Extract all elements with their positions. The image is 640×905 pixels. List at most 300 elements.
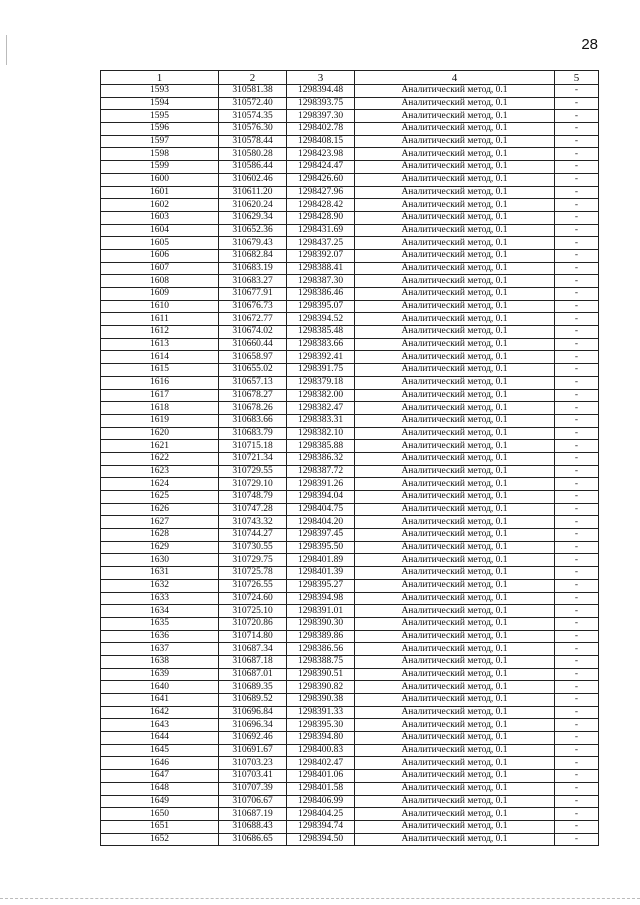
y-coordinate-cell: 1298394.50	[287, 833, 355, 846]
note-cell: -	[555, 237, 599, 250]
note-cell: -	[555, 97, 599, 110]
table-row	[101, 630, 599, 643]
x-coordinate-cell: 310706.67	[219, 795, 287, 808]
table-row	[101, 681, 599, 694]
note-cell: -	[555, 211, 599, 224]
point-number-cell: 1603	[101, 211, 219, 224]
point-number-cell: 1593	[101, 85, 219, 98]
x-coordinate-cell: 310696.34	[219, 719, 287, 732]
y-coordinate-cell: 1298395.07	[287, 300, 355, 313]
coordinates-table	[100, 70, 599, 846]
x-coordinate-cell: 310572.40	[219, 97, 287, 110]
y-coordinate-cell: 1298428.90	[287, 211, 355, 224]
y-coordinate-cell: 1298390.51	[287, 668, 355, 681]
table-row	[101, 427, 599, 440]
method-cell: Аналитический метод, 0.1	[355, 275, 555, 288]
point-number-cell: 1652	[101, 833, 219, 846]
method-cell: Аналитический метод, 0.1	[355, 744, 555, 757]
point-number-cell: 1635	[101, 617, 219, 630]
point-number-cell: 1616	[101, 376, 219, 389]
method-cell: Аналитический метод, 0.1	[355, 617, 555, 630]
y-coordinate-cell: 1298395.50	[287, 541, 355, 554]
y-coordinate-cell: 1298404.20	[287, 516, 355, 529]
table-row	[101, 262, 599, 275]
note-cell: -	[555, 516, 599, 529]
x-coordinate-cell: 310747.28	[219, 503, 287, 516]
method-cell: Аналитический метод, 0.1	[355, 389, 555, 402]
point-number-cell: 1613	[101, 338, 219, 351]
method-cell: Аналитический метод, 0.1	[355, 719, 555, 732]
method-cell: Аналитический метод, 0.1	[355, 681, 555, 694]
x-coordinate-cell: 310683.19	[219, 262, 287, 275]
method-cell: Аналитический метод, 0.1	[355, 668, 555, 681]
table-row	[101, 211, 599, 224]
note-cell: -	[555, 161, 599, 174]
table-row	[101, 732, 599, 745]
note-cell: -	[555, 135, 599, 148]
point-number-cell: 1611	[101, 313, 219, 326]
note-cell: -	[555, 668, 599, 681]
y-coordinate-cell: 1298394.74	[287, 820, 355, 833]
column-header-5: 5	[555, 71, 599, 85]
table-row	[101, 148, 599, 161]
x-coordinate-cell: 310721.34	[219, 452, 287, 465]
table-row	[101, 313, 599, 326]
point-number-cell: 1617	[101, 389, 219, 402]
table-row	[101, 795, 599, 808]
x-coordinate-cell: 310726.55	[219, 579, 287, 592]
x-coordinate-cell: 310687.19	[219, 808, 287, 821]
method-cell: Аналитический метод, 0.1	[355, 554, 555, 567]
point-number-cell: 1602	[101, 199, 219, 212]
method-cell: Аналитический метод, 0.1	[355, 655, 555, 668]
note-cell: -	[555, 820, 599, 833]
method-cell: Аналитический метод, 0.1	[355, 732, 555, 745]
x-coordinate-cell: 310688.43	[219, 820, 287, 833]
x-coordinate-cell: 310729.10	[219, 478, 287, 491]
point-number-cell: 1644	[101, 732, 219, 745]
y-coordinate-cell: 1298391.26	[287, 478, 355, 491]
y-coordinate-cell: 1298394.98	[287, 592, 355, 605]
x-coordinate-cell: 310703.23	[219, 757, 287, 770]
method-cell: Аналитический метод, 0.1	[355, 351, 555, 364]
y-coordinate-cell: 1298388.75	[287, 655, 355, 668]
table-row	[101, 820, 599, 833]
point-number-cell: 1632	[101, 579, 219, 592]
note-cell: -	[555, 414, 599, 427]
y-coordinate-cell: 1298382.00	[287, 389, 355, 402]
method-cell: Аналитический метод, 0.1	[355, 85, 555, 98]
y-coordinate-cell: 1298401.39	[287, 567, 355, 580]
column-header-4: 4	[355, 71, 555, 85]
x-coordinate-cell: 310683.79	[219, 427, 287, 440]
note-cell: -	[555, 732, 599, 745]
point-number-cell: 1630	[101, 554, 219, 567]
point-number-cell: 1594	[101, 97, 219, 110]
table-row	[101, 351, 599, 364]
y-coordinate-cell: 1298382.47	[287, 402, 355, 415]
table-row	[101, 541, 599, 554]
y-coordinate-cell: 1298379.18	[287, 376, 355, 389]
note-cell: -	[555, 782, 599, 795]
x-coordinate-cell: 310657.13	[219, 376, 287, 389]
y-coordinate-cell: 1298383.31	[287, 414, 355, 427]
note-cell: -	[555, 719, 599, 732]
note-cell: -	[555, 148, 599, 161]
table-row	[101, 338, 599, 351]
method-cell: Аналитический метод, 0.1	[355, 288, 555, 301]
method-cell: Аналитический метод, 0.1	[355, 123, 555, 136]
y-coordinate-cell: 1298394.52	[287, 313, 355, 326]
x-coordinate-cell: 310678.27	[219, 389, 287, 402]
point-number-cell: 1605	[101, 237, 219, 250]
y-coordinate-cell: 1298391.33	[287, 706, 355, 719]
note-cell: -	[555, 173, 599, 186]
x-coordinate-cell: 310678.26	[219, 402, 287, 415]
table-row	[101, 808, 599, 821]
x-coordinate-cell: 310683.66	[219, 414, 287, 427]
table-row	[101, 579, 599, 592]
table-row	[101, 300, 599, 313]
method-cell: Аналитический метод, 0.1	[355, 173, 555, 186]
note-cell: -	[555, 833, 599, 846]
note-cell: -	[555, 300, 599, 313]
table-row	[101, 249, 599, 262]
y-coordinate-cell: 1298395.30	[287, 719, 355, 732]
bottom-scan-edge	[0, 898, 640, 899]
x-coordinate-cell: 310691.67	[219, 744, 287, 757]
point-number-cell: 1610	[101, 300, 219, 313]
point-number-cell: 1626	[101, 503, 219, 516]
note-cell: -	[555, 503, 599, 516]
x-coordinate-cell: 310674.02	[219, 326, 287, 339]
table-row	[101, 744, 599, 757]
x-coordinate-cell: 310724.60	[219, 592, 287, 605]
point-number-cell: 1604	[101, 224, 219, 237]
x-coordinate-cell: 310679.43	[219, 237, 287, 250]
method-cell: Аналитический метод, 0.1	[355, 97, 555, 110]
note-cell: -	[555, 643, 599, 656]
table-row	[101, 173, 599, 186]
point-number-cell: 1629	[101, 541, 219, 554]
table-row	[101, 364, 599, 377]
note-cell: -	[555, 567, 599, 580]
y-coordinate-cell: 1298404.75	[287, 503, 355, 516]
y-coordinate-cell: 1298389.86	[287, 630, 355, 643]
table-row	[101, 465, 599, 478]
y-coordinate-cell: 1298397.30	[287, 110, 355, 123]
x-coordinate-cell: 310744.27	[219, 529, 287, 542]
note-cell: -	[555, 491, 599, 504]
x-coordinate-cell: 310611.20	[219, 186, 287, 199]
table-row	[101, 414, 599, 427]
point-number-cell: 1649	[101, 795, 219, 808]
point-number-cell: 1612	[101, 326, 219, 339]
x-coordinate-cell: 310629.34	[219, 211, 287, 224]
y-coordinate-cell: 1298385.48	[287, 326, 355, 339]
point-number-cell: 1634	[101, 605, 219, 618]
x-coordinate-cell: 310677.91	[219, 288, 287, 301]
point-number-cell: 1640	[101, 681, 219, 694]
point-number-cell: 1609	[101, 288, 219, 301]
y-coordinate-cell: 1298428.42	[287, 199, 355, 212]
note-cell: -	[555, 249, 599, 262]
y-coordinate-cell: 1298427.96	[287, 186, 355, 199]
margin-mark	[6, 35, 7, 65]
table-row	[101, 833, 599, 846]
note-cell: -	[555, 808, 599, 821]
table-row	[101, 782, 599, 795]
table-row	[101, 643, 599, 656]
note-cell: -	[555, 402, 599, 415]
method-cell: Аналитический метод, 0.1	[355, 605, 555, 618]
y-coordinate-cell: 1298423.98	[287, 148, 355, 161]
x-coordinate-cell: 310748.79	[219, 491, 287, 504]
table-row	[101, 655, 599, 668]
y-coordinate-cell: 1298431.69	[287, 224, 355, 237]
method-cell: Аналитический метод, 0.1	[355, 364, 555, 377]
x-coordinate-cell: 310574.35	[219, 110, 287, 123]
y-coordinate-cell: 1298406.99	[287, 795, 355, 808]
point-number-cell: 1627	[101, 516, 219, 529]
y-coordinate-cell: 1298390.30	[287, 617, 355, 630]
method-cell: Аналитический метод, 0.1	[355, 503, 555, 516]
y-coordinate-cell: 1298394.80	[287, 732, 355, 745]
point-number-cell: 1651	[101, 820, 219, 833]
method-cell: Аналитический метод, 0.1	[355, 211, 555, 224]
note-cell: -	[555, 757, 599, 770]
note-cell: -	[555, 275, 599, 288]
y-coordinate-cell: 1298385.88	[287, 440, 355, 453]
note-cell: -	[555, 452, 599, 465]
y-coordinate-cell: 1298392.41	[287, 351, 355, 364]
table-row	[101, 554, 599, 567]
y-coordinate-cell: 1298397.45	[287, 529, 355, 542]
y-coordinate-cell: 1298387.72	[287, 465, 355, 478]
note-cell: -	[555, 706, 599, 719]
note-cell: -	[555, 744, 599, 757]
table-row	[101, 275, 599, 288]
y-coordinate-cell: 1298383.66	[287, 338, 355, 351]
y-coordinate-cell: 1298392.07	[287, 249, 355, 262]
point-number-cell: 1619	[101, 414, 219, 427]
table-row	[101, 186, 599, 199]
table-row	[101, 770, 599, 783]
x-coordinate-cell: 310715.18	[219, 440, 287, 453]
table-row	[101, 326, 599, 339]
method-cell: Аналитический метод, 0.1	[355, 757, 555, 770]
method-cell: Аналитический метод, 0.1	[355, 338, 555, 351]
y-coordinate-cell: 1298390.38	[287, 694, 355, 707]
table-row	[101, 224, 599, 237]
table-row	[101, 123, 599, 136]
note-cell: -	[555, 288, 599, 301]
x-coordinate-cell: 310655.02	[219, 364, 287, 377]
method-cell: Аналитический метод, 0.1	[355, 694, 555, 707]
point-number-cell: 1606	[101, 249, 219, 262]
method-cell: Аналитический метод, 0.1	[355, 414, 555, 427]
x-coordinate-cell: 310743.32	[219, 516, 287, 529]
note-cell: -	[555, 579, 599, 592]
x-coordinate-cell: 310652.36	[219, 224, 287, 237]
method-cell: Аналитический метод, 0.1	[355, 820, 555, 833]
y-coordinate-cell: 1298426.60	[287, 173, 355, 186]
note-cell: -	[555, 389, 599, 402]
table-row	[101, 97, 599, 110]
note-cell: -	[555, 694, 599, 707]
note-cell: -	[555, 427, 599, 440]
method-cell: Аналитический метод, 0.1	[355, 161, 555, 174]
table-row	[101, 516, 599, 529]
y-coordinate-cell: 1298401.89	[287, 554, 355, 567]
table-row	[101, 237, 599, 250]
note-cell: -	[555, 795, 599, 808]
note-cell: -	[555, 326, 599, 339]
method-cell: Аналитический метод, 0.1	[355, 529, 555, 542]
x-coordinate-cell: 310672.77	[219, 313, 287, 326]
note-cell: -	[555, 351, 599, 364]
x-coordinate-cell: 310576.30	[219, 123, 287, 136]
x-coordinate-cell: 310689.35	[219, 681, 287, 694]
note-cell: -	[555, 541, 599, 554]
note-cell: -	[555, 592, 599, 605]
method-cell: Аналитический метод, 0.1	[355, 833, 555, 846]
x-coordinate-cell: 310687.18	[219, 655, 287, 668]
method-cell: Аналитический метод, 0.1	[355, 402, 555, 415]
y-coordinate-cell: 1298394.04	[287, 491, 355, 504]
point-number-cell: 1601	[101, 186, 219, 199]
point-number-cell: 1643	[101, 719, 219, 732]
x-coordinate-cell: 310602.46	[219, 173, 287, 186]
y-coordinate-cell: 1298382.10	[287, 427, 355, 440]
point-number-cell: 1614	[101, 351, 219, 364]
method-cell: Аналитический метод, 0.1	[355, 110, 555, 123]
y-coordinate-cell: 1298386.32	[287, 452, 355, 465]
x-coordinate-cell: 310620.24	[219, 199, 287, 212]
y-coordinate-cell: 1298394.48	[287, 85, 355, 98]
table-row	[101, 592, 599, 605]
note-cell: -	[555, 655, 599, 668]
method-cell: Аналитический метод, 0.1	[355, 630, 555, 643]
column-header-3: 3	[287, 71, 355, 85]
method-cell: Аналитический метод, 0.1	[355, 427, 555, 440]
method-cell: Аналитический метод, 0.1	[355, 808, 555, 821]
x-coordinate-cell: 310689.52	[219, 694, 287, 707]
point-number-cell: 1633	[101, 592, 219, 605]
point-number-cell: 1598	[101, 148, 219, 161]
x-coordinate-cell: 310660.44	[219, 338, 287, 351]
table-row	[101, 402, 599, 415]
method-cell: Аналитический метод, 0.1	[355, 376, 555, 389]
point-number-cell: 1595	[101, 110, 219, 123]
note-cell: -	[555, 313, 599, 326]
point-number-cell: 1608	[101, 275, 219, 288]
y-coordinate-cell: 1298404.25	[287, 808, 355, 821]
x-coordinate-cell: 310714.80	[219, 630, 287, 643]
point-number-cell: 1646	[101, 757, 219, 770]
x-coordinate-cell: 310696.84	[219, 706, 287, 719]
method-cell: Аналитический метод, 0.1	[355, 452, 555, 465]
point-number-cell: 1622	[101, 452, 219, 465]
method-cell: Аналитический метод, 0.1	[355, 592, 555, 605]
method-cell: Аналитический метод, 0.1	[355, 478, 555, 491]
table-row	[101, 161, 599, 174]
method-cell: Аналитический метод, 0.1	[355, 300, 555, 313]
point-number-cell: 1645	[101, 744, 219, 757]
note-cell: -	[555, 364, 599, 377]
point-number-cell: 1637	[101, 643, 219, 656]
y-coordinate-cell: 1298402.78	[287, 123, 355, 136]
point-number-cell: 1647	[101, 770, 219, 783]
note-cell: -	[555, 199, 599, 212]
point-number-cell: 1615	[101, 364, 219, 377]
y-coordinate-cell: 1298387.30	[287, 275, 355, 288]
x-coordinate-cell: 310683.27	[219, 275, 287, 288]
table-row	[101, 478, 599, 491]
method-cell: Аналитический метод, 0.1	[355, 199, 555, 212]
table-row	[101, 719, 599, 732]
note-cell: -	[555, 440, 599, 453]
method-cell: Аналитический метод, 0.1	[355, 186, 555, 199]
point-number-cell: 1648	[101, 782, 219, 795]
y-coordinate-cell: 1298386.56	[287, 643, 355, 656]
point-number-cell: 1642	[101, 706, 219, 719]
note-cell: -	[555, 110, 599, 123]
point-number-cell: 1636	[101, 630, 219, 643]
table-row	[101, 199, 599, 212]
method-cell: Аналитический метод, 0.1	[355, 706, 555, 719]
table-row	[101, 757, 599, 770]
table-row	[101, 452, 599, 465]
table-header-row	[101, 71, 599, 85]
note-cell: -	[555, 554, 599, 567]
note-cell: -	[555, 605, 599, 618]
method-cell: Аналитический метод, 0.1	[355, 579, 555, 592]
x-coordinate-cell: 310580.28	[219, 148, 287, 161]
method-cell: Аналитический метод, 0.1	[355, 249, 555, 262]
point-number-cell: 1618	[101, 402, 219, 415]
x-coordinate-cell: 310707.39	[219, 782, 287, 795]
note-cell: -	[555, 529, 599, 542]
x-coordinate-cell: 310676.73	[219, 300, 287, 313]
x-coordinate-cell: 310686.65	[219, 833, 287, 846]
table-row	[101, 617, 599, 630]
table-row	[101, 605, 599, 618]
note-cell: -	[555, 630, 599, 643]
y-coordinate-cell: 1298390.82	[287, 681, 355, 694]
note-cell: -	[555, 262, 599, 275]
table-row	[101, 110, 599, 123]
x-coordinate-cell: 310687.01	[219, 668, 287, 681]
x-coordinate-cell: 310578.44	[219, 135, 287, 148]
note-cell: -	[555, 224, 599, 237]
column-header-1: 1	[101, 71, 219, 85]
x-coordinate-cell: 310725.78	[219, 567, 287, 580]
method-cell: Аналитический метод, 0.1	[355, 237, 555, 250]
method-cell: Аналитический метод, 0.1	[355, 782, 555, 795]
note-cell: -	[555, 123, 599, 136]
note-cell: -	[555, 465, 599, 478]
note-cell: -	[555, 478, 599, 491]
point-number-cell: 1631	[101, 567, 219, 580]
table-row	[101, 503, 599, 516]
y-coordinate-cell: 1298393.75	[287, 97, 355, 110]
y-coordinate-cell: 1298391.01	[287, 605, 355, 618]
y-coordinate-cell: 1298402.47	[287, 757, 355, 770]
method-cell: Аналитический метод, 0.1	[355, 465, 555, 478]
y-coordinate-cell: 1298388.41	[287, 262, 355, 275]
method-cell: Аналитический метод, 0.1	[355, 440, 555, 453]
